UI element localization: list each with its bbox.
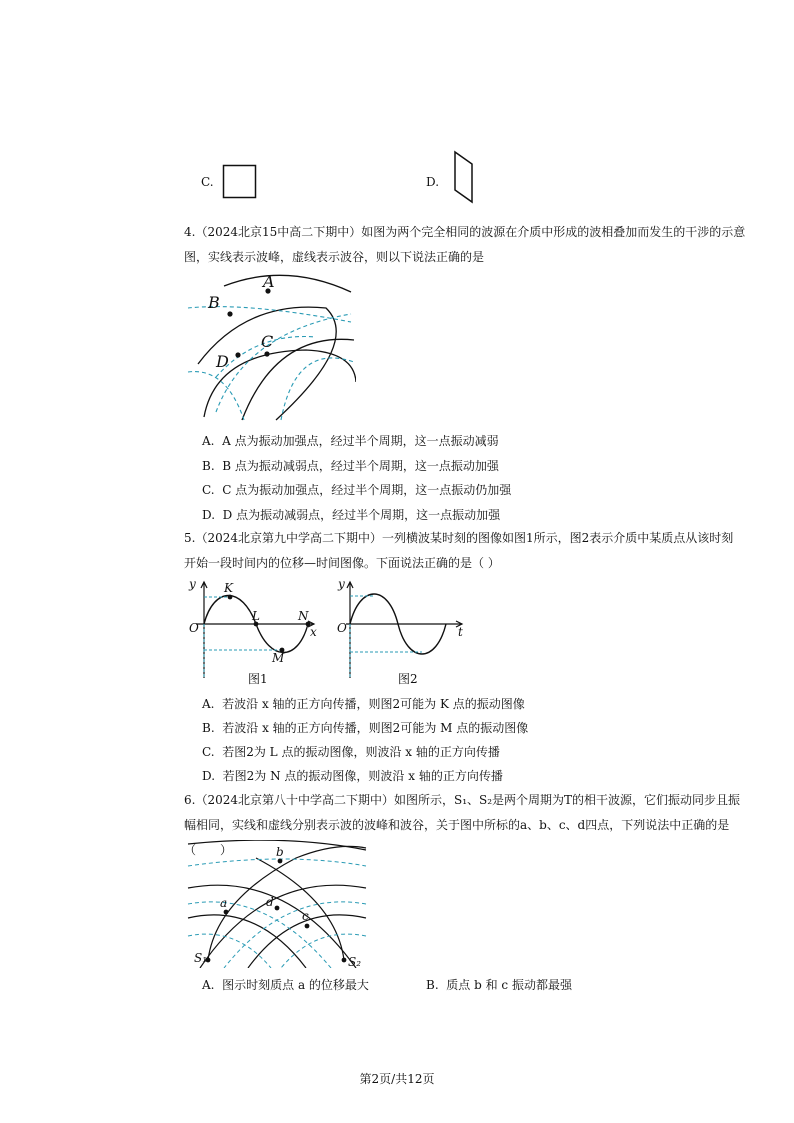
q5-option-a: A. 若波沿 x 轴的正方向传播，则图2可能为 K 点的振动图像 bbox=[202, 697, 525, 711]
q6-stem-line1: 6.（2024北京第八十中学高二下期中）如图所示，S₁、S₂是两个周期为T的相干波源，它们振动同步且振 bbox=[184, 793, 741, 807]
fig2-caption: 图2 bbox=[398, 672, 418, 686]
q4-point-c bbox=[264, 351, 269, 356]
q4-point-b bbox=[227, 311, 232, 316]
fig1-point-k bbox=[228, 595, 233, 600]
q4-label-a: A bbox=[263, 272, 275, 291]
fig1-label-n: N bbox=[298, 609, 309, 623]
q4-stem-line2: 图，实线表示波峰，虚线表示波谷，则以下说法正确的是 bbox=[184, 250, 485, 264]
q5-option-d: D. 若图2为 N 点的振动图像，则波沿 x 轴的正方向传播 bbox=[202, 769, 503, 783]
q6-point-b bbox=[278, 859, 283, 864]
q6-option-a: A. 图示时刻质点 a 的位移最大 bbox=[202, 978, 369, 992]
q5-stem-line2: 开始一段时间内的位移—时间图像。下面说法正确的是（ ） bbox=[184, 556, 500, 570]
q6-stem-line2: 幅相同，实线和虚线分别表示波的波峰和波谷，关于图中所标的a、b、c、d四点，下列说法中正确的是（ ） bbox=[184, 818, 730, 857]
fig2-axis-t: t bbox=[458, 625, 463, 639]
q5-option-c: C. 若图2为 L 点的振动图像，则波沿 x 轴的正方向传播 bbox=[202, 745, 500, 759]
q6-label-a: a bbox=[220, 896, 228, 910]
q4-option-c: C. C 点为振动加强点，经过半个周期，这一点振动仍加强 bbox=[202, 483, 512, 497]
fig2-axis-y: y bbox=[338, 578, 345, 591]
fig1-axis-x: x bbox=[310, 625, 317, 639]
q4-option-a: A. A 点为振动加强点，经过半个周期，这一点振动减弱 bbox=[202, 434, 499, 448]
q4-option-d: D. D 点为振动减弱点，经过半个周期，这一点振动加强 bbox=[202, 508, 501, 522]
q6-label-s1: S₁ bbox=[194, 951, 208, 965]
q6-label-d: d bbox=[266, 895, 274, 909]
q4-label-c: C bbox=[261, 332, 274, 351]
q6-point-c bbox=[305, 924, 310, 929]
fig1-label-m: M bbox=[272, 651, 285, 665]
q6-point-d bbox=[275, 906, 280, 911]
q3-option-d-parallelogram bbox=[448, 150, 478, 204]
q5-stem-line1: 5.（2024北京第九中学高二下期中）一列横波某时刻的图像如图1所示，图2表示介质中某质点从该时刻 bbox=[184, 531, 734, 545]
q5-stem bbox=[184, 526, 764, 576]
q3-option-d-label: D. bbox=[426, 175, 440, 189]
q6-interference-figure bbox=[186, 840, 368, 968]
q6-label-c: c bbox=[302, 909, 309, 923]
q4-option-b: B. B 点为振动减弱点，经过半个周期，这一点振动加强 bbox=[202, 459, 499, 473]
fig2-origin: O bbox=[337, 621, 347, 635]
q6-option-b: B. 质点 b 和 c 振动都最强 bbox=[426, 978, 572, 992]
q4-label-d: D bbox=[216, 352, 229, 371]
q6-point-a bbox=[224, 910, 229, 915]
q6-label-s2: S₂ bbox=[348, 955, 362, 968]
fig1-label-l: L bbox=[252, 609, 260, 623]
q4-label-b: B bbox=[208, 293, 220, 312]
fig1-caption: 图1 bbox=[248, 672, 268, 686]
page-footer: 第2页/共12页 bbox=[359, 1072, 435, 1086]
q4-interference-figure bbox=[186, 272, 356, 424]
q3-option-c-square bbox=[222, 164, 258, 200]
fig1-label-k: K bbox=[224, 581, 233, 595]
q5-option-b: B. 若波沿 x 轴的正方向传播，则图2可能为 M 点的振动图像 bbox=[202, 721, 529, 735]
q3-option-c-label: C. bbox=[201, 175, 214, 189]
q6-source-s2 bbox=[342, 958, 347, 963]
fig1-origin: O bbox=[189, 621, 199, 635]
q4-point-d bbox=[235, 352, 240, 357]
fig1-axis-y: y bbox=[189, 578, 196, 591]
q4-stem bbox=[184, 220, 764, 270]
q4-stem-line1: 4.（2024北京15中高二下期中）如图为两个完全相同的波源在介质中形成的波相叠加而发生的干涉的示意 bbox=[184, 225, 746, 239]
q6-label-b: b bbox=[276, 845, 284, 859]
